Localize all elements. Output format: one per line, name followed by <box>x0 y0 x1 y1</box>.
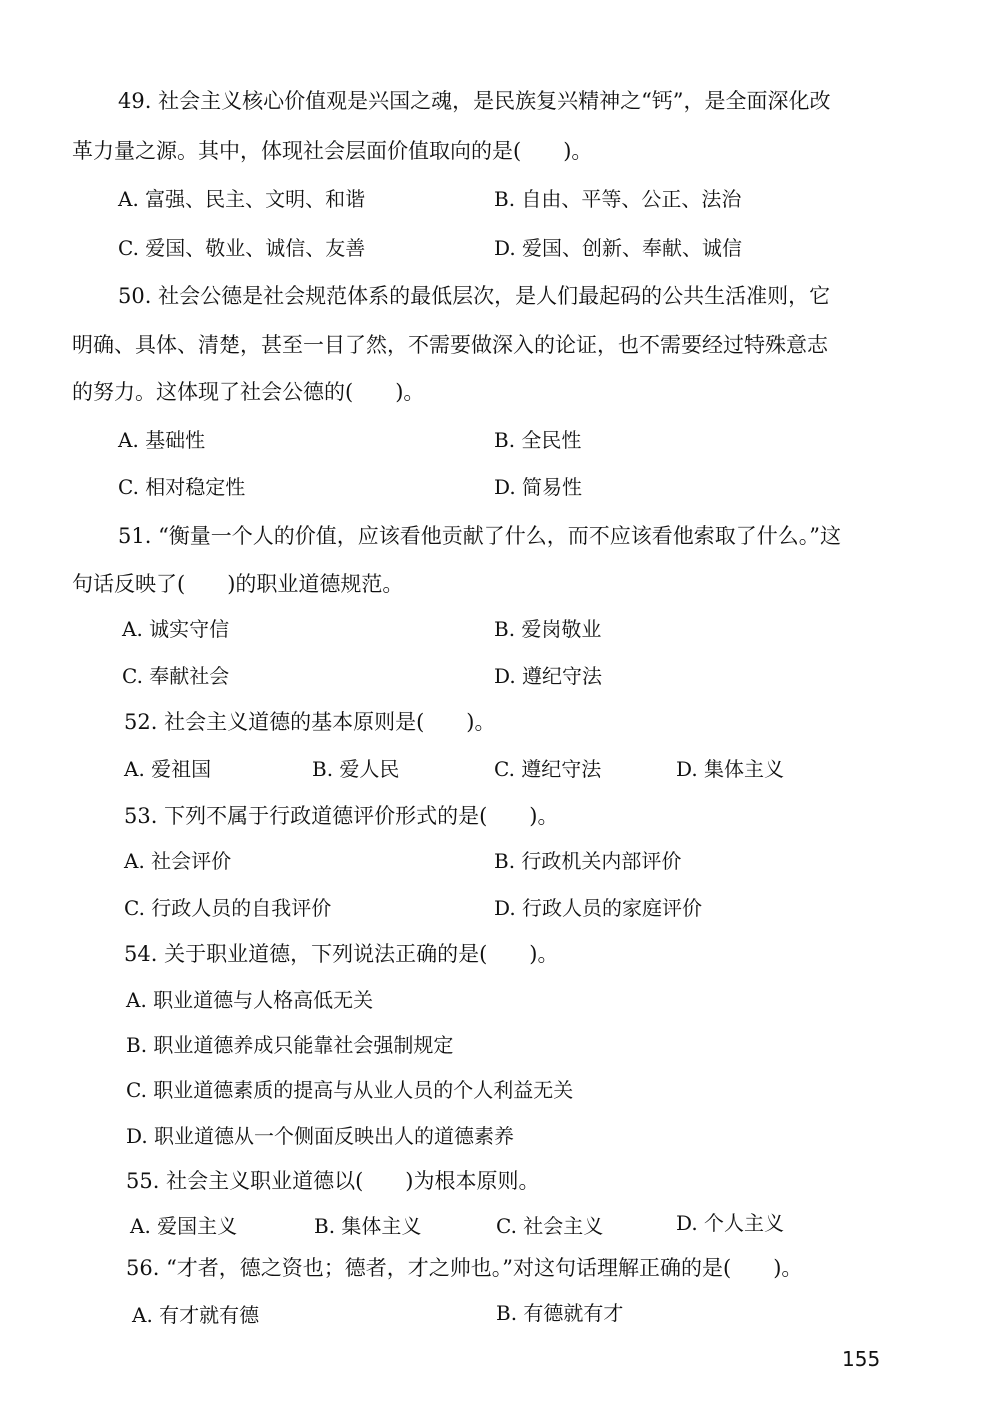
q49-line-2: 革力量之源。其中，体现社会层面价值取向的是( )。 <box>72 139 593 163</box>
q54-option-c: C. 职业道德素质的提高与从业人员的个人利益无关 <box>126 1078 574 1102</box>
q50-line-3: 的努力。这体现了社会公德的( )。 <box>72 380 425 404</box>
q51-option-b: B. 爱岗敬业 <box>494 617 602 641</box>
q52-line-1: 52. 社会主义道德的基本原则是( )。 <box>124 710 496 734</box>
q53-option-b: B. 行政机关内部评价 <box>494 849 682 873</box>
q49-option-a: A. 富强、民主、文明、和谐 <box>118 187 366 211</box>
q51-line-2: 句话反映了( )的职业道德规范。 <box>72 572 404 596</box>
q56-option-a: A. 有才就有德 <box>132 1303 260 1327</box>
q53-option-c: C. 行政人员的自我评价 <box>124 896 332 920</box>
q50-line-2: 明确、具体、清楚，甚至一目了然，不需要做深入的论证，也不需要经过特殊意志 <box>72 333 828 357</box>
q51-line-1: 51. “衡量一个人的价值，应该看他贡献了什么，而不应该看他索取了什么。”这 <box>118 524 842 548</box>
q49-line-1: 49. 社会主义核心价值观是兴国之魂，是民族复兴精神之“钙”，是全面深化改 <box>118 89 831 113</box>
q52-option-a: A. 爱祖国 <box>124 757 212 781</box>
q55-option-a: A. 爱国主义 <box>130 1214 238 1238</box>
q51-option-c: C. 奉献社会 <box>122 664 230 688</box>
q49-option-c: C. 爱国、敬业、诚信、友善 <box>118 236 366 260</box>
q49-option-b: B. 自由、平等、公正、法治 <box>494 187 742 211</box>
q55-option-d: D. 个人主义 <box>676 1211 785 1235</box>
q54-option-d: D. 职业道德从一个侧面反映出人的道德素养 <box>126 1124 515 1148</box>
q52-option-b: B. 爱人民 <box>312 757 400 781</box>
q55-line-1: 55. 社会主义职业道德以( )为根本原则。 <box>126 1169 540 1193</box>
q52-option-d: D. 集体主义 <box>676 757 785 781</box>
q53-line-1: 53. 下列不属于行政道德评价形式的是( )。 <box>124 804 559 828</box>
q56-line-1: 56. “才者，德之资也；德者，才之帅也。”对这句话理解正确的是( )。 <box>126 1256 803 1280</box>
q55-option-b: B. 集体主义 <box>314 1214 422 1238</box>
q54-option-b: B. 职业道德养成只能靠社会强制规定 <box>126 1033 454 1057</box>
q50-line-1: 50. 社会公德是社会规范体系的最低层次，是人们最起码的公共生活准则，它 <box>118 284 831 308</box>
q52-option-c: C. 遵纪守法 <box>494 757 602 781</box>
q50-option-b: B. 全民性 <box>494 428 582 452</box>
q50-option-a: A. 基础性 <box>118 428 206 452</box>
q54-option-a: A. 职业道德与人格高低无关 <box>126 988 374 1012</box>
q55-option-c: C. 社会主义 <box>496 1214 604 1238</box>
page-number: 155 <box>842 1347 881 1371</box>
q50-option-c: C. 相对稳定性 <box>118 475 246 499</box>
q53-option-d: D. 行政人员的家庭评价 <box>494 896 703 920</box>
q51-option-d: D. 遵纪守法 <box>494 664 603 688</box>
q50-option-d: D. 简易性 <box>494 475 583 499</box>
q56-option-b: B. 有德就有才 <box>496 1301 624 1325</box>
q49-option-d: D. 爱国、创新、奉献、诚信 <box>494 236 743 260</box>
q53-option-a: A. 社会评价 <box>124 849 232 873</box>
q51-option-a: A. 诚实守信 <box>122 617 230 641</box>
q54-line-1: 54. 关于职业道德，下列说法正确的是( )。 <box>124 942 559 966</box>
